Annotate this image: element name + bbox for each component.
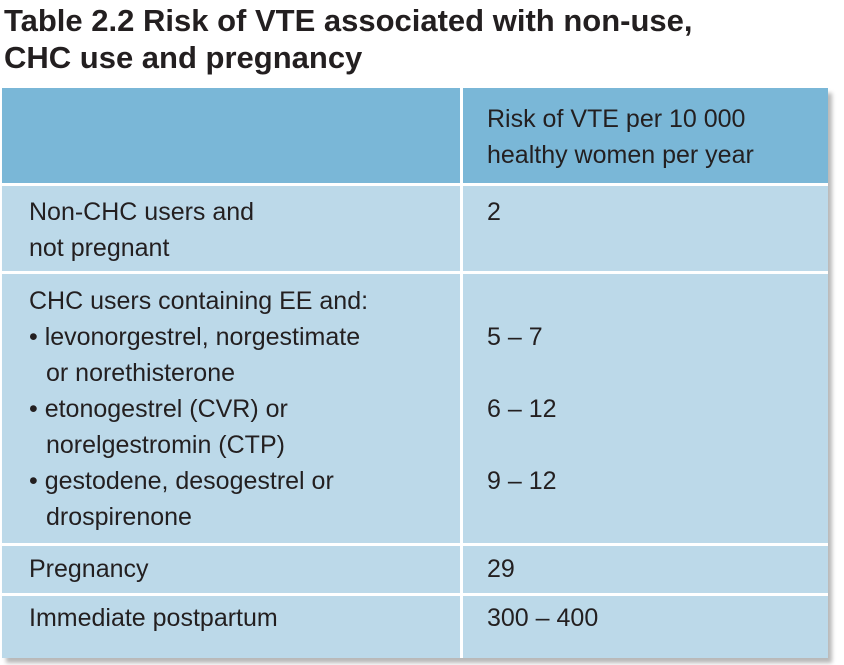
chc-item-3-line2: drospirenone <box>46 503 192 531</box>
table-row-pregnancy <box>2 544 828 594</box>
chc-item-2-value: 6 – 12 <box>487 395 557 423</box>
row-pregnancy-value-text: 29 <box>487 555 515 583</box>
row-divider <box>2 543 828 546</box>
header-col2 <box>463 88 828 184</box>
header-col2-line2: healthy women per year <box>487 141 754 169</box>
header-col1 <box>2 88 460 184</box>
chc-item-2-line2: norelgestromin (CTP) <box>46 431 285 459</box>
row-chc-values <box>463 272 828 544</box>
row-postpartum-label-text: Immediate postpartum <box>29 604 278 632</box>
header-col2-line1: Risk of VTE per 10 000 <box>487 105 746 133</box>
row-non-chc-label <box>2 184 460 272</box>
row-pregnancy-label-text: Pregnancy <box>29 555 149 583</box>
row-non-chc-label-line2: not pregnant <box>29 234 170 262</box>
chc-item-2-line1: • etonogestrel (CVR) or <box>29 395 288 423</box>
vte-risk-table <box>2 88 828 658</box>
chc-values-spacer <box>487 427 828 463</box>
row-chc-label-heading: CHC users containing EE and: <box>29 287 369 315</box>
chc-values-spacer <box>487 283 828 319</box>
row-chc-label <box>2 272 460 544</box>
table-caption <box>4 2 824 76</box>
chc-item-1-line2: or norethisterone <box>46 359 236 387</box>
chc-item-3-line1: • gestodene, desogestrel or <box>29 467 334 495</box>
table-row-non-chc <box>2 184 828 272</box>
row-pregnancy-label <box>2 544 460 594</box>
chc-item-1-value: 5 – 7 <box>487 323 543 351</box>
table-row-chc-users <box>2 272 828 544</box>
chc-values-spacer <box>487 355 828 391</box>
row-postpartum-value <box>463 594 828 658</box>
caption-line-1: Table 2.2 Risk of VTE associated with non-use, <box>4 3 693 38</box>
row-postpartum-value-text: 300 – 400 <box>487 604 599 632</box>
row-postpartum-label <box>2 594 460 658</box>
row-divider <box>2 593 828 596</box>
table-row-postpartum <box>2 594 828 658</box>
row-divider <box>2 183 828 186</box>
row-pregnancy-value <box>463 544 828 594</box>
column-divider <box>460 88 463 658</box>
table-header-row <box>2 88 828 184</box>
row-non-chc-value <box>463 184 828 272</box>
row-non-chc-label-line1: Non-CHC users and <box>29 198 255 226</box>
row-divider <box>2 271 828 274</box>
caption-line-2: CHC use and pregnancy <box>4 40 363 75</box>
chc-item-3-value: 9 – 12 <box>487 467 557 495</box>
chc-item-1-line1: • levonorgestrel, norgestimate <box>29 323 361 351</box>
row-non-chc-value-text: 2 <box>487 198 501 226</box>
